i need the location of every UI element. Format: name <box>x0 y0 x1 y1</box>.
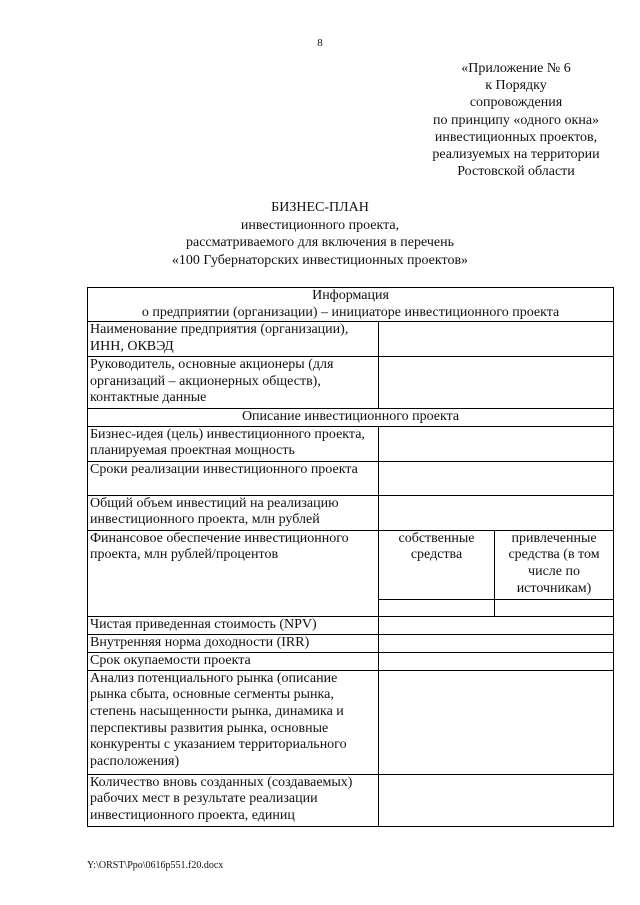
appendix-line: сопровождения <box>469 95 563 111</box>
appendix-note <box>408 60 624 180</box>
row-label: Срок окупаемости проекта <box>88 652 379 670</box>
row-label: Количество вновь созданных (создаваемых) рабочих мест в результате реализации инвестиционного проекта, единиц <box>88 774 379 826</box>
value-cell[interactable] <box>379 426 614 461</box>
value-cell[interactable] <box>379 495 614 530</box>
title-line: инвестиционного проекта, <box>240 217 400 233</box>
row-label: Руководитель, основные акционеры (для организаций – акционерных обществ), контактные данные <box>88 357 379 409</box>
row-label: Сроки реализации инвестиционного проекта <box>88 461 379 495</box>
title-line: «100 Губернаторских инвестиционных проектов» <box>171 252 469 268</box>
row-label: Внутренняя норма доходности (IRR) <box>88 634 379 652</box>
page-number: 8 <box>317 37 323 49</box>
raised-funds-header: привлеченные средства (в том числе по источникам) <box>495 530 614 599</box>
section-header-project: Описание инвестиционного проекта <box>88 409 614 427</box>
value-cell[interactable] <box>379 322 614 357</box>
table-row <box>88 322 614 357</box>
value-cell[interactable] <box>379 670 614 774</box>
table-row <box>88 495 614 530</box>
value-cell[interactable] <box>379 357 614 409</box>
row-label: Чистая приведенная стоимость (NPV) <box>88 616 379 634</box>
table-row <box>88 357 614 409</box>
row-label: Общий объем инвестиций на реализацию инвестиционного проекта, млн рублей <box>88 495 379 530</box>
section-header-organization <box>88 288 614 322</box>
appendix-line: реализуемых на территории <box>432 147 600 163</box>
document-title <box>80 199 560 269</box>
table-row <box>88 616 614 634</box>
section-header-line: о предприятии (организации) – инициаторе инвестиционного проекта <box>141 304 560 320</box>
appendix-line: к Порядку <box>485 78 547 94</box>
table-row <box>88 461 614 495</box>
financing-row <box>88 530 614 599</box>
row-label: Финансовое обеспечение инвестиционного проекта, млн рублей/процентов <box>88 530 379 616</box>
section-header-row <box>88 409 614 427</box>
title-line: рассматриваемого для включения в перечень <box>185 235 454 250</box>
business-plan-table <box>87 287 614 827</box>
appendix-line: Ростовской области <box>457 164 575 180</box>
section-header-line: Информация <box>312 288 389 303</box>
value-cell[interactable] <box>379 634 614 652</box>
table-row <box>88 426 614 461</box>
row-label: Бизнес-идея (цель) инвестиционного проекта, планируемая проектная мощность <box>88 426 379 461</box>
value-cell[interactable] <box>379 652 614 670</box>
row-label: Анализ потенциального рынка (описание рынка сбыта, основные сегменты рынка, степень насыщенности рынка, динамика и перспективы развития рынка, основные конкуренты с указанием территориального расположения) <box>88 670 379 774</box>
title-heading: БИЗНЕС-ПЛАН <box>271 200 369 215</box>
appendix-line: «Приложение № 6 <box>461 61 571 76</box>
appendix-line: по принципу «одного окна» <box>432 112 600 128</box>
own-funds-header: собственные средства <box>379 530 495 599</box>
section-header-row <box>88 288 614 322</box>
value-cell[interactable] <box>379 461 614 495</box>
table-row <box>88 634 614 652</box>
value-cell[interactable] <box>379 774 614 826</box>
raised-funds-value[interactable] <box>495 599 614 616</box>
own-funds-value[interactable] <box>379 599 495 616</box>
file-path-footer: Y:\ORST\Ppo\0616p551.f20.docx <box>87 860 224 871</box>
table-row <box>88 670 614 774</box>
table-row <box>88 774 614 826</box>
row-label: Наименование предприятия (организации), ИНН, ОКВЭД <box>88 322 379 357</box>
table-row <box>88 652 614 670</box>
appendix-line: инвестиционных проектов, <box>434 129 598 145</box>
value-cell[interactable] <box>379 616 614 634</box>
